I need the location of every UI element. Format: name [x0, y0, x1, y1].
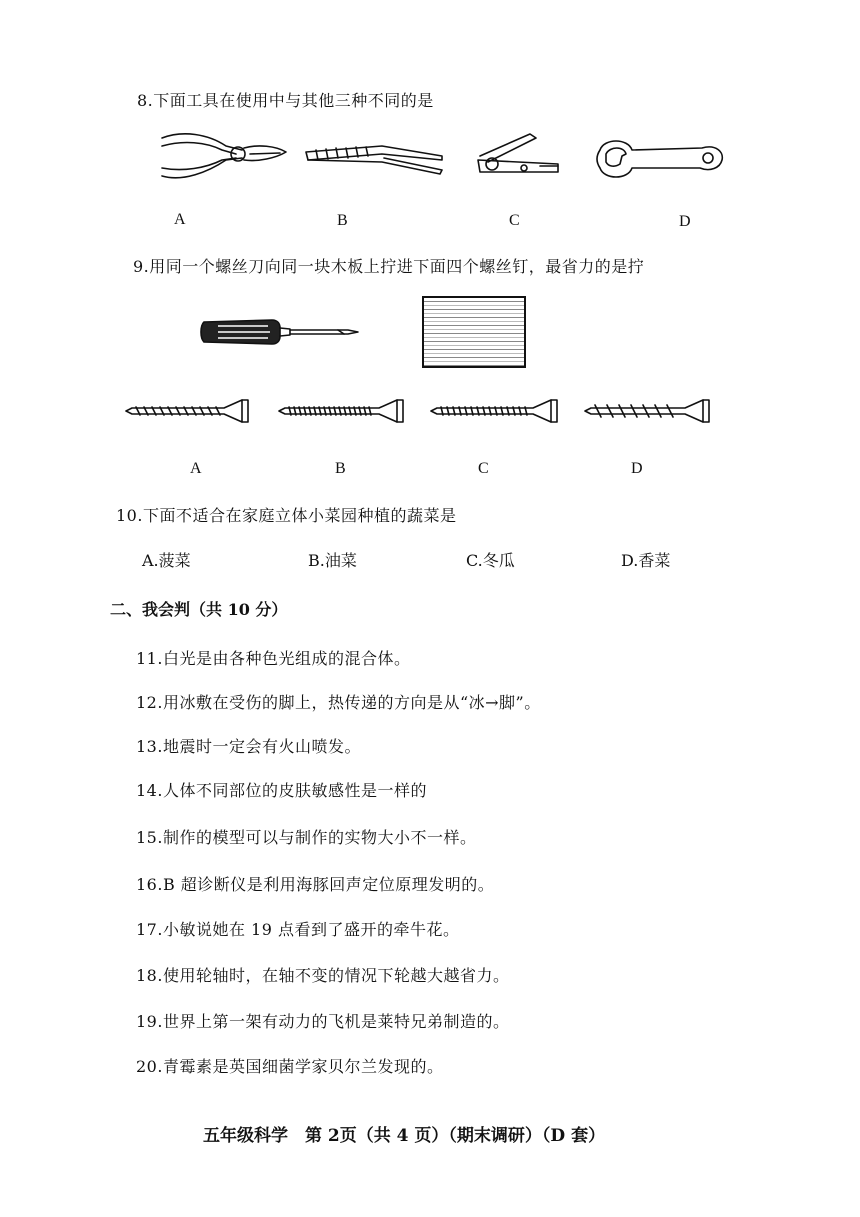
judge-item-16: 16.B 超诊断仪是利用海豚回声定位原理发明的。: [136, 875, 495, 894]
page-footer: 五年级科学 第 2页（共 4 页）（期末调研）（D 套）: [203, 1126, 606, 1146]
judge-item-12: 12.用冰敷在受伤的脚上，热传递的方向是从“冰→脚”。: [136, 693, 541, 712]
screw-a-icon: [124, 396, 252, 426]
q10-option-c: C.冬瓜: [466, 551, 515, 570]
judge-item-18: 18.使用轮轴时，在轴不变的情况下轮越大越省力。: [136, 966, 510, 985]
judge-item-11: 11.白光是由各种色光组成的混合体。: [136, 649, 411, 668]
judge-item-13: 13.地震时一定会有火山喷发。: [136, 737, 361, 756]
question-10-text: 10.下面不适合在家庭立体小菜园种植的蔬菜是: [116, 506, 457, 525]
screw-c-icon: [429, 396, 561, 426]
q8-option-d-label: D: [679, 213, 691, 230]
wood-board-image: [422, 296, 526, 368]
pliers-icon: [158, 128, 290, 183]
judge-item-20: 20.青霉素是英国细菌学家贝尔兰发现的。: [136, 1057, 444, 1076]
bottle-opener-icon: [594, 136, 724, 182]
q9-option-b-label: B: [335, 460, 346, 477]
q8-option-c-label: C: [509, 212, 520, 229]
judge-item-17: 17.小敏说她在 19 点看到了盛开的牵牛花。: [136, 920, 460, 939]
section-2-title: 二、我会判（共 10 分）: [110, 600, 288, 619]
q10-option-b: B.油菜: [308, 551, 357, 570]
q9-option-c-label: C: [478, 460, 489, 477]
q9-option-d-label: D: [631, 460, 643, 477]
q10-option-a: A.菠菜: [142, 551, 191, 570]
judge-item-19: 19.世界上第一架有动力的飞机是莱特兄弟制造的。: [136, 1012, 510, 1031]
judge-item-14: 14.人体不同部位的皮肤敏感性是一样的: [136, 781, 427, 800]
tweezers-icon: [302, 140, 448, 180]
q8-option-b-label: B: [337, 212, 348, 229]
q8-option-a-label: A: [174, 211, 186, 228]
question-8-text: 8.下面工具在使用中与其他三种不同的是: [137, 91, 434, 110]
screw-d-icon: [583, 396, 713, 426]
screw-b-icon: [277, 396, 407, 426]
screwdriver-icon: [198, 314, 364, 350]
q9-option-a-label: A: [190, 460, 202, 477]
q10-option-d: D.香菜: [621, 551, 671, 570]
judge-item-15: 15.制作的模型可以与制作的实物大小不一样。: [136, 828, 477, 847]
nail-clipper-icon: [470, 128, 566, 184]
question-9-text: 9.用同一个螺丝刀向同一块木板上拧进下面四个螺丝钉，最省力的是拧: [133, 257, 645, 276]
